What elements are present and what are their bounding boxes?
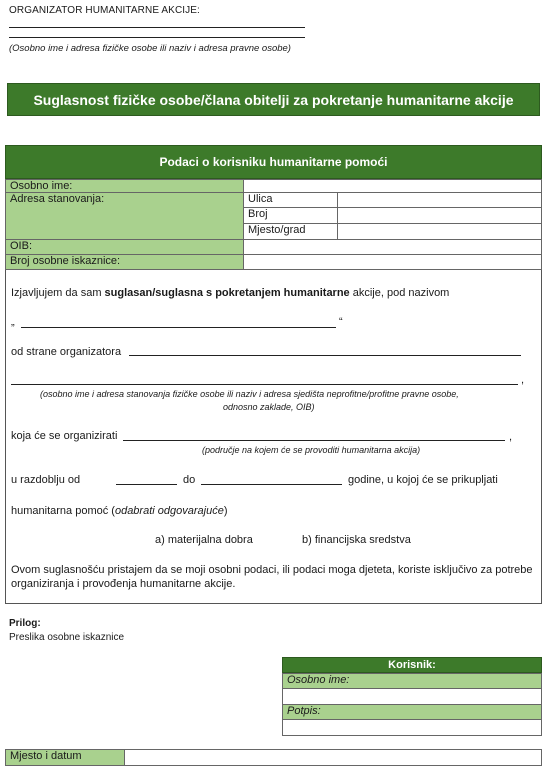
- id-label: Broj osobne iskaznice:: [10, 255, 121, 267]
- period-from-label: u razdoblju od: [11, 474, 81, 486]
- organizer-hint: (Osobno ime i adresa fizičke osobe ili naziv i adresa pravne osobe): [9, 43, 291, 54]
- address-label-cell: [5, 192, 244, 240]
- place-input[interactable]: [337, 223, 542, 240]
- action-name-open-quote: „: [11, 316, 15, 328]
- region-comma: ,: [509, 431, 513, 443]
- place-label: Mjesto/grad: [248, 224, 306, 236]
- name-label: Osobno ime:: [10, 180, 73, 192]
- street-input[interactable]: [337, 192, 542, 208]
- aid-type-label: [11, 505, 227, 517]
- option-financial-funds[interactable]: b) financijska sredstva: [302, 534, 411, 546]
- option-material-goods[interactable]: a) materijalna dobra: [155, 534, 253, 546]
- address-label: Adresa stanovanja:: [10, 193, 105, 205]
- id-label-cell: [5, 254, 244, 270]
- document-title: Suglasnost fizičke osobe/člana obitelji za pokretanje humanitarne akcije: [33, 91, 514, 108]
- organizer-statement-hint-1: (osobno ime i adresa stanovanja fizičke osobe ili naziv i adresa sjedišta neprofitne/profitne pravne osobe,: [40, 389, 459, 399]
- signer-name-input[interactable]: [282, 688, 542, 705]
- street-label-cell: [243, 192, 338, 208]
- region-input[interactable]: [123, 440, 505, 441]
- number-input[interactable]: [337, 207, 542, 224]
- period-post-label: godine, u kojoj će se prikupljati: [348, 474, 498, 486]
- attachment-item: Preslika osobne iskaznice: [9, 632, 125, 643]
- statement-intro-bold: suglasan/suglasna s pokretanjem humanitarne: [104, 287, 350, 299]
- place-date-input[interactable]: [124, 749, 542, 766]
- signer-header-text: Korisnik:: [388, 659, 436, 671]
- attachment-label: Prilog:: [9, 618, 41, 629]
- place-date-label-cell: [5, 749, 125, 766]
- organizer-line-1[interactable]: [9, 27, 305, 28]
- period-to-input[interactable]: [201, 484, 342, 485]
- signer-signature-input[interactable]: [282, 719, 542, 736]
- organizer-statement-hint-2: odnosno zaklade, OIB): [223, 402, 315, 412]
- statement-intro: [11, 287, 449, 299]
- organizer-statement-input-2[interactable]: [11, 384, 518, 385]
- organizer-statement-label: od strane organizatora: [11, 346, 122, 358]
- signer-name-label: Osobno ime:: [287, 674, 350, 686]
- beneficiary-header-text: Podaci o korisniku humanitarne pomoći: [159, 155, 388, 169]
- aid-type-close: ): [223, 505, 228, 517]
- place-label-cell: [243, 223, 338, 240]
- oib-input[interactable]: [243, 239, 542, 255]
- id-input[interactable]: [243, 254, 542, 270]
- name-input[interactable]: [243, 179, 542, 193]
- region-label: koja će se organizirati: [11, 430, 118, 442]
- statement-intro-pre: Izjavljujem da sam: [11, 287, 105, 299]
- signer-signature-label-cell: [282, 704, 542, 720]
- number-label: Broj: [248, 208, 268, 220]
- region-hint: (područje na kojem će se provoditi humanitarna akcija): [202, 445, 421, 455]
- organizer-label: ORGANIZATOR HUMANITARNE AKCIJE:: [9, 5, 200, 16]
- statement-intro-post: akcije, pod nazivom: [349, 287, 450, 299]
- action-name-close-quote: “: [339, 316, 343, 328]
- document-title-bar: [7, 83, 540, 116]
- signer-signature-label: Potpis:: [287, 705, 321, 717]
- number-label-cell: [243, 207, 338, 224]
- beneficiary-header: [5, 145, 542, 179]
- aid-type-text: humanitarna pomoć (: [11, 505, 115, 517]
- organizer-statement-input[interactable]: [129, 355, 521, 356]
- signer-header: [282, 657, 542, 673]
- organizer-statement-comma: ,: [521, 374, 525, 386]
- consent-text-line-2: organiziranja i provođenja humanitarne akcije.: [11, 578, 236, 590]
- street-label: Ulica: [248, 193, 273, 205]
- signer-name-label-cell: [282, 673, 542, 689]
- oib-label: OIB:: [10, 240, 33, 252]
- aid-type-hint: odabrati odgovarajuće: [114, 505, 224, 517]
- period-to-label: do: [183, 474, 196, 486]
- consent-text-line-1: Ovom suglasnošću pristajem da se moji osobni podaci, ili podaci moga djeteta, koriste isključivo za potrebe: [11, 564, 533, 576]
- action-name-input[interactable]: [21, 327, 336, 328]
- name-label-cell: [5, 179, 244, 193]
- period-from-input[interactable]: [116, 484, 177, 485]
- organizer-line-2[interactable]: [9, 37, 305, 38]
- oib-label-cell: [5, 239, 244, 255]
- place-date-label: Mjesto i datum: [10, 750, 82, 762]
